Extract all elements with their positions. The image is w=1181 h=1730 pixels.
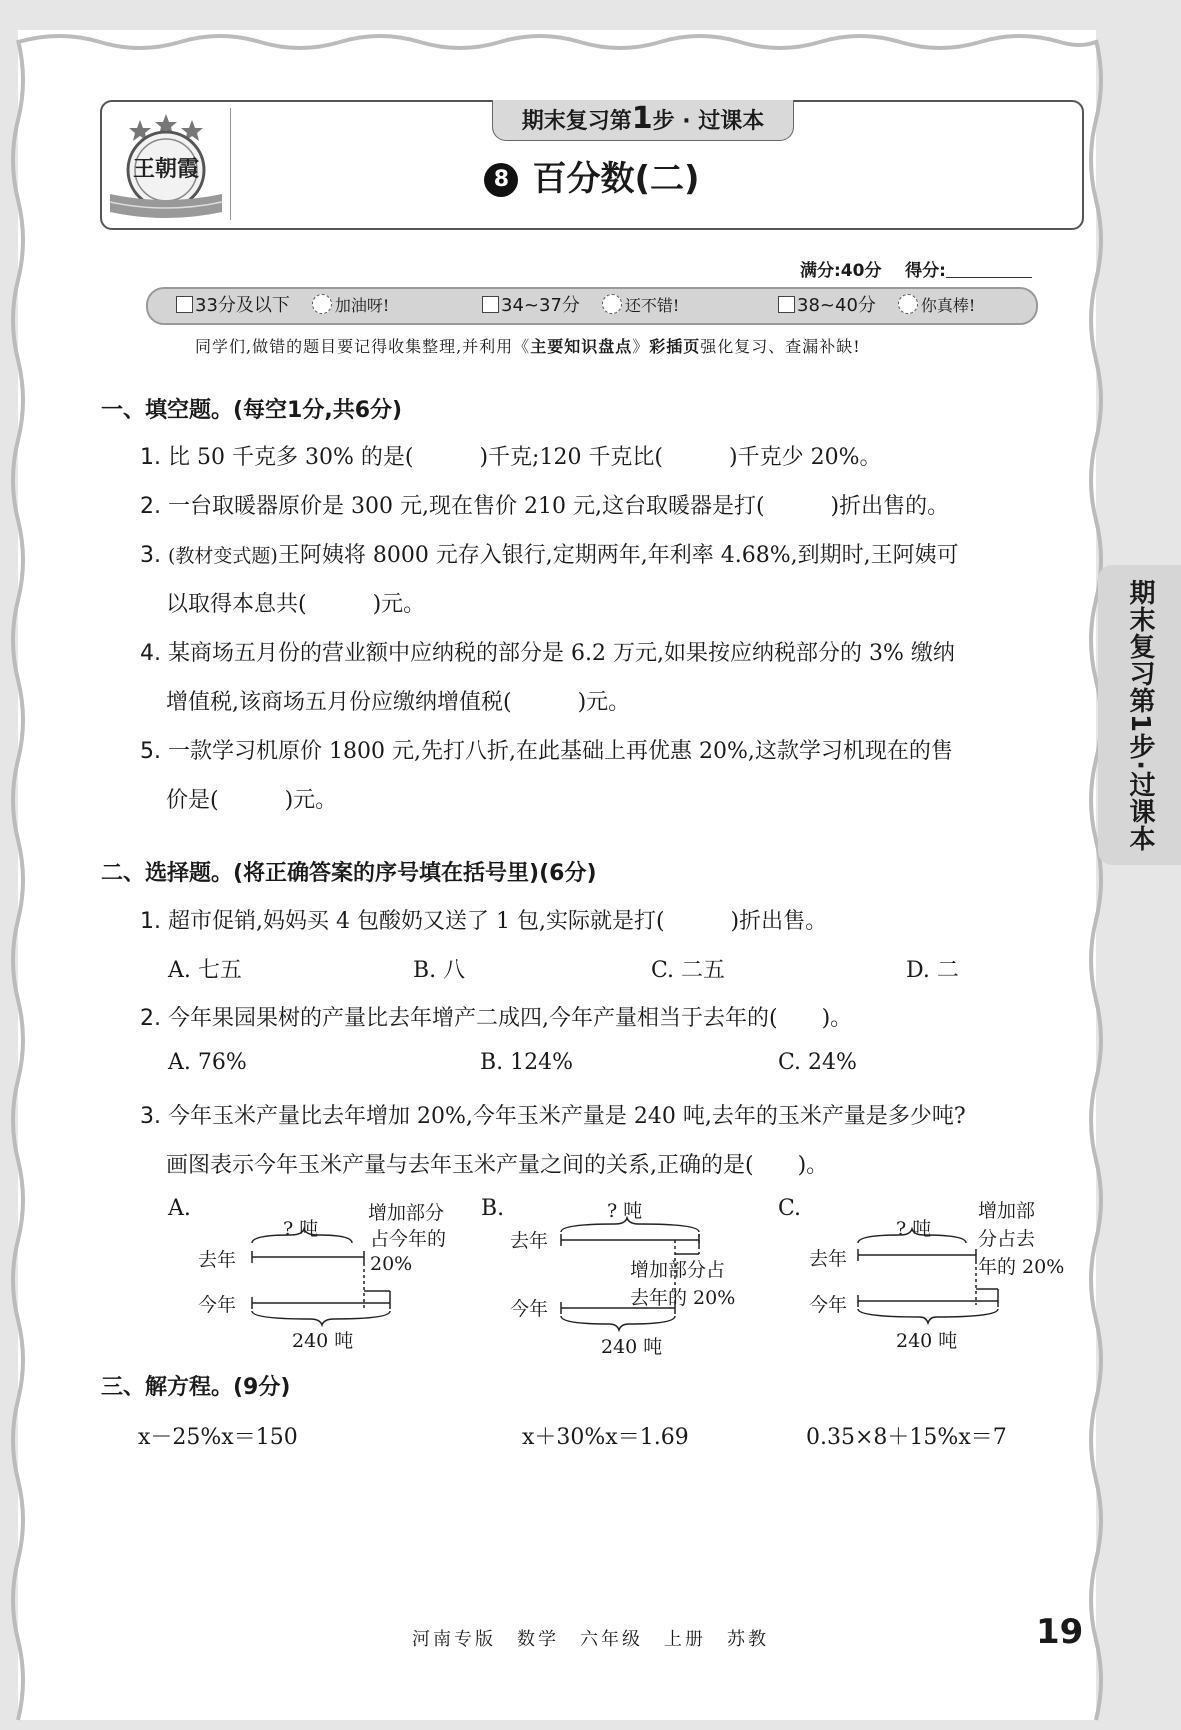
option-c[interactable]: C. 24% bbox=[778, 1050, 857, 1075]
question-2-3-cont: 画图表示今年玉米产量与去年玉米产量之间的关系,正确的是( )。 bbox=[166, 1153, 829, 1178]
diagram-c-note-3: 年的 20% bbox=[978, 1256, 1065, 1278]
level-3-comment: 你真棒! bbox=[920, 296, 976, 315]
level-1-range: 33分及以下 bbox=[195, 295, 290, 316]
level-2 bbox=[482, 289, 679, 323]
question-2-2 bbox=[140, 1001, 852, 1032]
option-a[interactable]: A. 76% bbox=[168, 1050, 247, 1075]
equation-3: 0.35×8＋15%x＝7 bbox=[806, 1425, 1007, 1450]
diagram-b-question: ? 吨 bbox=[607, 1200, 643, 1222]
diagram-b-last-year: 去年 bbox=[510, 1230, 549, 1252]
smile-icon bbox=[312, 294, 332, 314]
diagram-a-total: 240 吨 bbox=[292, 1330, 354, 1352]
section-3-title: 三、解方程。(9分) bbox=[101, 1375, 291, 1400]
question-number: 4. bbox=[140, 641, 161, 666]
section-1-title: 一、填空题。(每空1分,共6分) bbox=[101, 398, 403, 423]
diagram-a-question: ? 吨 bbox=[283, 1218, 319, 1240]
reminder-post: 强化复习、查漏补缺! bbox=[700, 337, 861, 356]
diagram-a-note-1: 增加部分 bbox=[368, 1202, 445, 1224]
level-1-comment: 加油呀! bbox=[334, 296, 390, 315]
diagram-b-this-year: 今年 bbox=[510, 1298, 549, 1320]
question-number: 2. bbox=[140, 494, 161, 519]
diagram-c-total: 240 吨 bbox=[896, 1330, 958, 1352]
footer-info: 河南专版 数学 六年级 上册 苏教 bbox=[412, 1629, 769, 1650]
question-1-1 bbox=[140, 440, 882, 471]
diagram-a-this-year: 今年 bbox=[198, 1294, 237, 1316]
question-text: 一台取暖器原价是 300 元,现在售价 210 元,这台取暖器是打( )折出售的。 bbox=[168, 494, 950, 519]
page-number: 19 bbox=[1036, 1612, 1084, 1652]
option-c[interactable]: C. 二五 bbox=[651, 958, 726, 983]
reminder-pre: 同学们,做错的题目要记得收集整理,并利用《 bbox=[195, 337, 531, 356]
option-b[interactable]: B. 124% bbox=[480, 1050, 574, 1075]
diagram-a-last-year: 去年 bbox=[198, 1249, 237, 1271]
diagram-c-this-year: 今年 bbox=[809, 1294, 848, 1316]
diagram-c-figure bbox=[850, 1225, 1010, 1335]
question-number: 2. bbox=[140, 1006, 161, 1031]
question-1-3-cont: 以取得本息共( )元。 bbox=[166, 592, 426, 617]
question-text: 今年玉米产量比去年增加 20%,今年玉米产量是 240 吨,去年的玉米产量是多少吨? bbox=[168, 1104, 966, 1129]
level-2-checkbox[interactable] bbox=[482, 296, 499, 313]
unit-title bbox=[102, 154, 1082, 204]
stage-tab bbox=[492, 100, 794, 141]
diagram-b-total: 240 吨 bbox=[601, 1336, 663, 1358]
question-1-5 bbox=[140, 734, 953, 765]
stage-prefix: 期末复习第 bbox=[521, 109, 632, 134]
question-number: 1. bbox=[140, 445, 161, 470]
side-tab: 期末复习第1步·过课本 bbox=[1098, 565, 1181, 865]
level-1-checkbox[interactable] bbox=[176, 296, 193, 313]
level-3-checkbox[interactable] bbox=[778, 296, 795, 313]
reminder-text bbox=[195, 334, 861, 357]
diagram-a-note-3: 20% bbox=[370, 1253, 413, 1275]
reminder-bold-1: 主要知识盘点 bbox=[530, 337, 633, 356]
question-1-5-cont: 价是( )元。 bbox=[166, 788, 338, 813]
diagram-b-note-2: 去年的 20% bbox=[630, 1287, 736, 1309]
level-1 bbox=[176, 289, 389, 323]
question-number: 3. bbox=[140, 1104, 161, 1129]
question-1-4 bbox=[140, 636, 955, 667]
score-levels-bar bbox=[146, 287, 1038, 325]
option-d[interactable]: D. 二 bbox=[906, 958, 959, 983]
level-3-range: 38~40分 bbox=[797, 295, 876, 316]
unit-header bbox=[100, 100, 1084, 230]
question-text: 一款学习机原价 1800 元,先打八折,在此基础上再优惠 20%,这款学习机现在的售 bbox=[168, 739, 953, 764]
diagram-c-note-2: 分占去 bbox=[978, 1228, 1036, 1250]
equation-1: x－25%x＝150 bbox=[138, 1425, 298, 1450]
score-label: 得分: bbox=[905, 261, 946, 281]
section-2-title: 二、选择题。(将正确答案的序号填在括号里)(6分) bbox=[101, 861, 597, 886]
level-2-range: 34~37分 bbox=[501, 295, 580, 316]
diagram-a-figure bbox=[240, 1225, 400, 1335]
logo-text: 王朝霞 bbox=[132, 156, 200, 182]
question-text: 某商场五月份的营业额中应纳税的部分是 6.2 万元,如果按应纳税部分的 3% 缴纳 bbox=[168, 641, 955, 666]
diagram-c-question: ? 吨 bbox=[896, 1218, 932, 1240]
question-1-4-cont: 增值税,该商场五月份应缴纳增值税( )元。 bbox=[166, 690, 631, 715]
unit-title-text: 百分数(二) bbox=[532, 159, 700, 199]
option-b[interactable]: B. 八 bbox=[413, 958, 466, 983]
diagram-c-letter[interactable]: C. bbox=[778, 1196, 802, 1221]
smile-icon bbox=[602, 294, 622, 314]
question-2-1 bbox=[140, 904, 827, 935]
smile-icon bbox=[898, 294, 918, 314]
level-3 bbox=[778, 289, 975, 323]
question-text: 今年果园果树的产量比去年增产二成四,今年产量相当于去年的( )。 bbox=[168, 1006, 853, 1031]
diagram-c-note-1: 增加部 bbox=[978, 1200, 1036, 1222]
diagram-b-note-1: 增加部分占 bbox=[630, 1259, 726, 1281]
question-1-3 bbox=[140, 538, 959, 569]
question-number: 5. bbox=[140, 739, 161, 764]
question-text: 比 50 千克多 30% 的是( )千克;120 千克比( )千克少 20%。 bbox=[168, 445, 882, 470]
score-line bbox=[800, 256, 1032, 281]
reminder-bold-2: 彩插页 bbox=[649, 337, 701, 356]
option-a[interactable]: A. 七五 bbox=[168, 958, 242, 983]
diagram-c-last-year: 去年 bbox=[809, 1248, 848, 1270]
stage-number: 1 bbox=[631, 101, 653, 136]
level-2-comment: 还不错! bbox=[624, 296, 680, 315]
question-2-3 bbox=[140, 1099, 966, 1130]
question-1-2 bbox=[140, 489, 949, 520]
question-note: (教材变式题) bbox=[168, 545, 278, 567]
question-text: 超市促销,妈妈买 4 包酸奶又送了 1 包,实际就是打( )折出售。 bbox=[168, 909, 828, 934]
stage-suffix: 步 · 过课本 bbox=[652, 109, 765, 134]
equation-2: x＋30%x＝1.69 bbox=[522, 1425, 689, 1450]
diagram-b-figure bbox=[555, 1212, 715, 1337]
full-score: 满分:40分 bbox=[800, 261, 882, 281]
score-blank[interactable] bbox=[946, 261, 1032, 278]
diagram-b-letter[interactable]: B. bbox=[481, 1196, 505, 1221]
question-text: 王阿姨将 8000 元存入银行,定期两年,年利率 4.68%,到期时,王阿姨可 bbox=[277, 543, 959, 568]
diagram-a-note-2: 占今年的 bbox=[370, 1228, 447, 1250]
reminder-mid: 》 bbox=[632, 337, 650, 356]
unit-number-badge: 8 bbox=[484, 163, 518, 197]
question-number: 3. bbox=[140, 543, 161, 568]
question-number: 1. bbox=[140, 909, 161, 934]
diagram-a-letter[interactable]: A. bbox=[168, 1196, 191, 1221]
